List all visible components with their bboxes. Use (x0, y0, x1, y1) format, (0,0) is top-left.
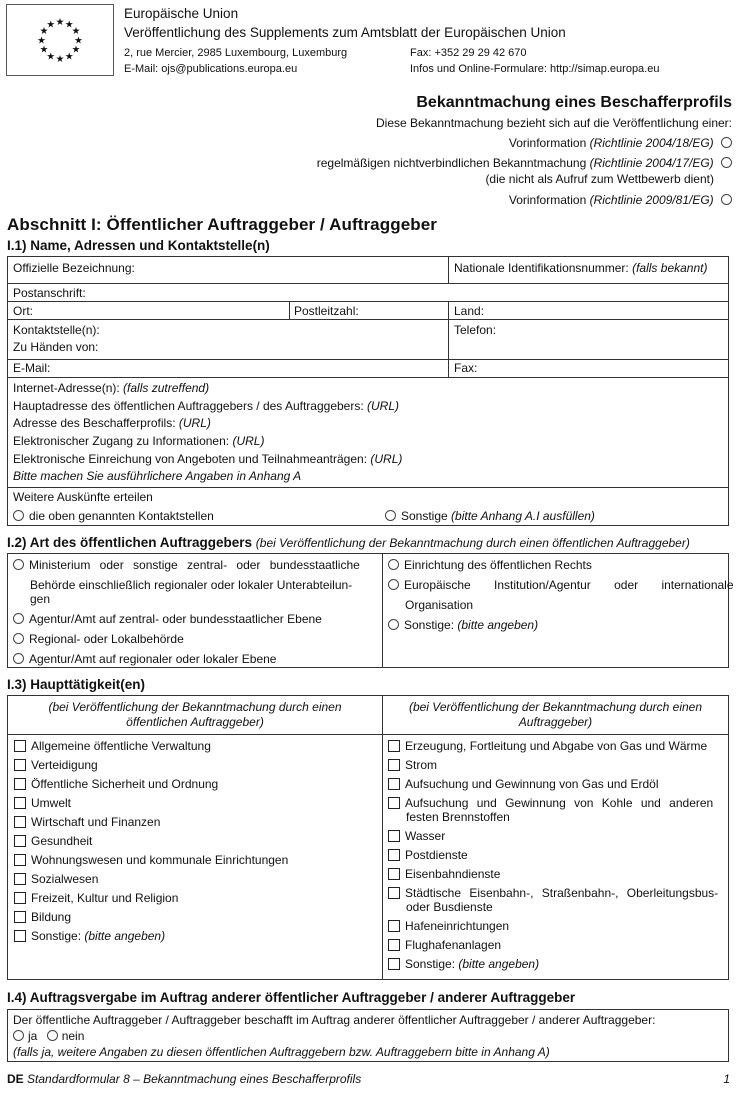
activity-item[interactable] (388, 828, 445, 844)
checkbox[interactable] (388, 849, 400, 861)
activity-label: Flughafenanlagen (405, 938, 502, 952)
i2-option-central-agency[interactable]: Agentur/Amt auf zentral- oder bundesstaatlicher Ebene (13, 611, 322, 627)
activity-label: festen Brennstoffen (406, 810, 510, 824)
radio-button[interactable] (13, 559, 24, 570)
i2-option-other[interactable]: Sonstige: (bitte angeben) (388, 617, 538, 633)
option-note: (Richtlinie 2009/81/EG) (589, 193, 714, 207)
radio-button[interactable] (721, 194, 732, 205)
activity-item[interactable] (14, 871, 98, 887)
activity-label: Gesundheit (31, 834, 93, 848)
activity-label: Wasser (405, 829, 446, 843)
notice-title: Bekanntmachung eines Beschafferprofils (416, 94, 732, 111)
fax-label: Fax: (454, 361, 478, 375)
notice-option-3[interactable] (509, 193, 732, 207)
star-icon: ★ (64, 51, 74, 63)
contact-label: Kontaktstelle(n): (13, 323, 100, 337)
checkbox[interactable] (388, 920, 400, 932)
country-label: Land: (454, 304, 485, 318)
electronic-submission-label: Elektronische Einreichung von Angeboten und Teilnahmeanträgen: (URL) (13, 452, 403, 466)
activity-item[interactable] (14, 757, 98, 773)
checkbox[interactable] (14, 892, 26, 904)
radio-button[interactable] (721, 157, 732, 168)
i3-left-header-1: (bei Veröffentlichung der Bekanntmachung durch einen (48, 700, 342, 714)
activity-item[interactable] (388, 937, 501, 953)
eu-flag-icon (6, 4, 114, 76)
option-note: (Richtlinie 2004/17/EG) (589, 156, 714, 170)
star-icon: ★ (37, 35, 46, 47)
checkbox[interactable] (388, 868, 400, 880)
checkbox[interactable] (14, 740, 26, 752)
activity-label: Aufsuchung und Gewinnung von Gas und Erdöl (405, 777, 659, 791)
further-info-option-other[interactable]: Sonstige (bitte Anhang A.I ausfüllen) (385, 508, 595, 524)
i4-option-yes[interactable]: ja (13, 1029, 37, 1043)
i2-option-ministry-line3: gen (30, 592, 51, 606)
activity-label: Wohnungswesen und kommunale Einrichtungen (31, 853, 289, 867)
activity-label: Hafeneinrichtungen (405, 919, 510, 933)
section-title: Abschnitt I: Öffentlicher Auftraggeber / Auftraggeber (7, 215, 438, 234)
radio-button[interactable] (388, 619, 399, 630)
option-label: Vorinformation (508, 193, 590, 207)
i2-option-regional-agency[interactable]: Agentur/Amt auf regionaler oder lokaler Ebene (13, 651, 276, 667)
radio-button[interactable] (13, 1030, 24, 1041)
activity-label: Aufsuchung und Gewinnung von Kohle und anderen (405, 796, 714, 810)
activity-item[interactable] (14, 928, 165, 944)
main-address-label: Hauptadresse des öffentlichen Auftraggebers / des Auftraggebers: (URL) (13, 399, 400, 413)
further-info-option-contacts[interactable]: die oben genannten Kontaktstellen (13, 508, 214, 524)
star-icon: ★ (39, 44, 49, 56)
activity-label: Verteidigung (31, 758, 98, 772)
notice-option-1[interactable] (509, 136, 732, 150)
i1-table (7, 256, 729, 526)
activity-item[interactable] (388, 866, 500, 882)
option-note: (Richtlinie 2004/18/EG) (589, 136, 714, 150)
i3-title: I.3) Haupttätigkeit(en) (7, 677, 146, 692)
radio-button[interactable] (385, 510, 396, 521)
i2-option-public-law-body[interactable]: Einrichtung des öffentlichen Rechts (388, 557, 592, 573)
star-icon: ★ (55, 53, 65, 65)
national-id-label: Nationale Identifikationsnummer: (falls bekannt) (454, 261, 708, 275)
activity-item[interactable] (388, 757, 437, 773)
notice-option-2-subnote: (die nicht als Aufruf zum Wettbewerb dient) (485, 172, 714, 186)
i3-table (7, 695, 729, 980)
checkbox[interactable] (388, 778, 400, 790)
activity-item[interactable] (388, 847, 468, 863)
activity-item[interactable] (14, 795, 71, 811)
activity-item[interactable] (14, 909, 71, 925)
checkbox[interactable] (14, 911, 26, 923)
other-note: (bitte angeben) (458, 957, 540, 971)
buyer-profile-label: Adresse des Beschafferprofils: (URL) (13, 416, 211, 430)
activity-label: Erzeugung, Fortleitung und Abgabe von Gas und Wärme (405, 739, 708, 753)
radio-button[interactable] (13, 653, 24, 664)
town-label: Ort: (13, 304, 33, 318)
activity-item[interactable] (388, 738, 707, 754)
i2-option-regional-authority[interactable]: Regional- oder Lokalbehörde (13, 631, 184, 647)
activity-label: Öffentliche Sicherheit und Ordnung (31, 777, 219, 791)
radio-button[interactable] (47, 1030, 58, 1041)
checkbox[interactable] (14, 816, 26, 828)
activity-item[interactable] (388, 956, 539, 972)
i3-right-header-2: Auftraggeber) (518, 715, 593, 729)
i2-option-eu-institution-line2: Organisation (405, 598, 474, 612)
postcode-label: Postleitzahl: (294, 304, 359, 318)
checkbox[interactable] (14, 759, 26, 771)
option-label: regelmäßigen nichtverbindlichen Bekanntmachung (316, 156, 590, 170)
radio-button[interactable] (13, 613, 24, 624)
checkbox[interactable] (388, 759, 400, 771)
activity-label: Sonstige: (31, 929, 85, 943)
star-icon: ★ (71, 26, 81, 38)
electronic-access-label: Elektronischer Zugang zu Informationen: (URL) (13, 434, 265, 448)
other-note: (bitte angeben) (84, 929, 166, 943)
i4-options (13, 1028, 84, 1044)
star-icon: ★ (74, 35, 83, 47)
checkbox[interactable] (14, 797, 26, 809)
phone-label: Telefon: (454, 323, 497, 337)
header-infos: Infos und Online-Formulare: http://simap.europa.eu (410, 63, 660, 75)
checkbox[interactable] (388, 939, 400, 951)
activity-item[interactable] (388, 918, 509, 934)
activity-item[interactable] (388, 776, 659, 792)
checkbox[interactable] (388, 958, 400, 970)
activity-item[interactable] (14, 738, 211, 754)
star-icon: ★ (55, 16, 65, 28)
checkbox[interactable] (388, 740, 400, 752)
header-fax: Fax: +352 29 29 42 670 (410, 47, 527, 59)
radio-button[interactable] (388, 579, 399, 590)
activity-label: Sonstige: (405, 957, 459, 971)
activity-item[interactable] (14, 852, 288, 868)
radio-button[interactable] (13, 510, 24, 521)
activity-label: Freizeit, Kultur und Religion (31, 891, 179, 905)
i2-option-ministry[interactable]: Ministerium oder sonstige zentral- oder bundesstaatliche (13, 557, 360, 573)
official-name-label: Offizielle Bezeichnung: (13, 261, 135, 275)
activity-item-continuation (406, 899, 493, 915)
activity-item[interactable] (14, 890, 178, 906)
notice-intro: Diese Bekanntmachung bezieht sich auf die Veröffentlichung einer: (375, 116, 732, 130)
checkbox[interactable] (388, 887, 400, 899)
radio-button[interactable] (13, 633, 24, 644)
i4-title: I.4) Auftragsvergabe im Auftrag anderer öffentlicher Auftraggeber / anderer Auftraggeber (7, 990, 576, 1005)
activity-label: oder Busdienste (406, 900, 493, 914)
activity-label: Strom (405, 758, 438, 772)
i2-option-eu-institution[interactable]: Europäische Institution/Agentur oder internationale (388, 577, 734, 593)
attention-label: Zu Händen von: (13, 340, 99, 354)
activity-item[interactable] (14, 833, 92, 849)
footer-form-name: Standardformular 8 – Bekanntmachung eines Beschafferprofils (27, 1072, 362, 1086)
header-address: 2, rue Mercier, 2985 Luxembourg, Luxemburg (124, 47, 348, 59)
page-number: 1 (723, 1072, 730, 1086)
activity-label: Sozialwesen (31, 872, 99, 886)
header-supplement: Veröffentlichung des Supplements zum Amtsblatt der Europäischen Union (124, 25, 566, 40)
footer-lang: DE (7, 1072, 24, 1086)
i3-left-header-2: öffentlichen Auftraggeber) (126, 715, 264, 729)
annex-note: Bitte machen Sie ausführlichere Angaben in Anhang A (13, 469, 302, 483)
internet-label: Internet-Adresse(n): (falls zutreffend) (13, 381, 210, 395)
checkbox[interactable] (14, 854, 26, 866)
i2-option-ministry-line2: Behörde einschließlich regionaler oder lokaler Unterabteilun- (30, 578, 353, 592)
i2-title: I.2) Art des öffentlichen Auftraggebers (bei Veröffentlichung der Bekanntmachung durch einen öffentlichen Auftraggeber) (7, 535, 690, 550)
checkbox[interactable] (14, 835, 26, 847)
i4-question: Der öffentliche Auftraggeber / Auftraggeber beschafft im Auftrag anderer öffentlicher Auftraggeber / anderer Auftraggeber: (13, 1013, 656, 1027)
activity-label: Städtische Eisenbahn-, Straßenbahn-, Oberleitungsbus- (405, 886, 719, 900)
activity-item[interactable] (14, 814, 160, 830)
checkbox[interactable] (388, 797, 400, 809)
star-icon: ★ (46, 19, 56, 31)
activity-label: Eisenbahndienste (405, 867, 501, 881)
postal-address-label: Postanschrift: (13, 286, 86, 300)
option-label: Vorinformation (508, 136, 590, 150)
checkbox[interactable] (14, 930, 26, 942)
i3-right-header-1: (bei Veröffentlichung der Bekanntmachung durch einen (408, 700, 703, 714)
activity-label: Allgemeine öffentliche Verwaltung (31, 739, 211, 753)
activity-item-continuation (406, 809, 510, 825)
activity-label: Postdienste (405, 848, 468, 862)
star-icon: ★ (64, 19, 74, 31)
i4-note: (falls ja, weitere Angaben zu diesen öffentlichen Auftraggebern bzw. Auftraggebern bitte in Anhang A) (13, 1045, 550, 1059)
i1-title: I.1) Name, Adressen und Kontaktstelle(n) (7, 238, 270, 253)
header-org: Europäische Union (124, 6, 239, 21)
radio-button[interactable] (388, 559, 399, 570)
activity-item[interactable] (14, 776, 218, 792)
notice-option-2[interactable] (317, 156, 732, 170)
further-info-label: Weitere Auskünfte erteilen (13, 490, 153, 504)
footer-form (7, 1072, 361, 1086)
star-icon: ★ (39, 26, 49, 38)
header-email: E-Mail: ojs@publications.europa.eu (124, 63, 298, 75)
star-icon: ★ (71, 44, 81, 56)
radio-button[interactable] (721, 137, 732, 148)
i4-box (7, 1009, 729, 1062)
i2-table (7, 553, 734, 668)
checkbox[interactable] (14, 873, 26, 885)
activity-label: Bildung (31, 910, 72, 924)
checkbox[interactable] (14, 778, 26, 790)
checkbox[interactable] (388, 830, 400, 842)
i4-option-no[interactable]: nein (47, 1029, 85, 1043)
star-icon: ★ (46, 51, 56, 63)
activity-label: Wirtschaft und Finanzen (31, 815, 161, 829)
email-label: E-Mail: (13, 361, 51, 375)
activity-label: Umwelt (31, 796, 72, 810)
